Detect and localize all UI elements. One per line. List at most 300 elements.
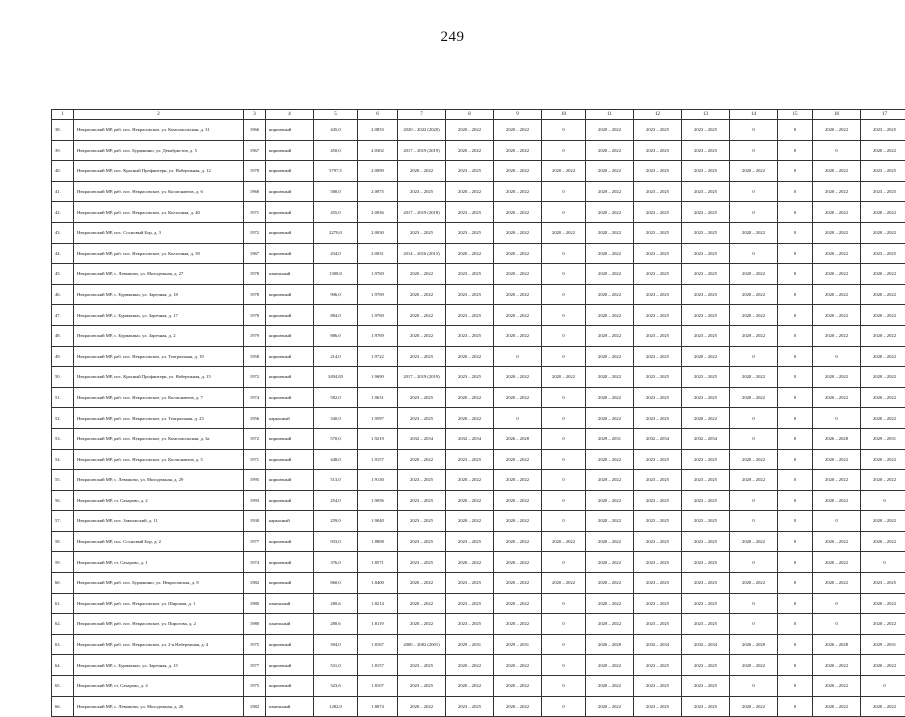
row-number: 64.	[52, 655, 74, 676]
period-cell-col-17: 2023 – 2025	[861, 181, 905, 202]
period-cell-col-7: 2023 – 2025	[398, 222, 446, 243]
year-cell: 1971	[244, 449, 266, 470]
period-cell-col-9: 2020 – 2022	[494, 490, 542, 511]
area-cell: 3494,83	[314, 367, 358, 388]
period-cell-col-7: 2023 – 2025	[398, 387, 446, 408]
period-cell-col-15: 0	[778, 634, 813, 655]
period-cell-col-17: 2029 – 2031	[861, 634, 905, 655]
period-cell-col-15: 0	[778, 325, 813, 346]
table-row	[52, 325, 905, 346]
period-cell-col-8: 2020 – 2022	[446, 387, 494, 408]
period-cell-col-10: 0	[542, 408, 586, 429]
wall-material-cell: кирпичный	[266, 305, 314, 326]
score-cell: 2.0036	[358, 202, 398, 223]
year-cell: 1975	[244, 676, 266, 697]
period-cell-col-12: 2023 – 2025	[634, 470, 682, 491]
period-cell-col-8: 2020 – 2022	[446, 490, 494, 511]
score-cell: 1.9597	[358, 408, 398, 429]
period-cell-col-15: 0	[778, 161, 813, 182]
period-cell-col-10: 0	[542, 593, 586, 614]
column-header-17: 17	[861, 110, 905, 120]
period-cell-col-12: 2023 – 2025	[634, 367, 682, 388]
year-cell: 1979	[244, 325, 266, 346]
period-cell-col-16: 2020 – 2022	[813, 696, 861, 717]
period-cell-col-12: 2023 – 2025	[634, 161, 682, 182]
period-cell-col-14: 2020 – 2022	[730, 284, 778, 305]
year-cell: 1978	[244, 161, 266, 182]
wall-material-cell: кирпичный	[266, 202, 314, 223]
period-cell-col-9: 2020 – 2022	[494, 593, 542, 614]
period-cell-col-8: 2029 – 2031	[446, 634, 494, 655]
area-cell: 448,0	[314, 449, 358, 470]
table-row	[52, 284, 905, 305]
row-number: 65.	[52, 676, 74, 697]
period-cell-col-11: 2029 – 2031	[586, 428, 634, 449]
column-header-2: 2	[74, 110, 244, 120]
period-cell-col-16: 2020 – 2022	[813, 284, 861, 305]
period-cell-col-7: 2017 – 2019 (2019)	[398, 140, 446, 161]
period-cell-col-7: 2020 – 2022	[398, 614, 446, 635]
period-cell-col-10: 0	[542, 264, 586, 285]
period-cell-col-15: 0	[778, 367, 813, 388]
period-cell-col-12: 2023 – 2025	[634, 696, 682, 717]
period-cell-col-17: 2023 – 2025	[861, 573, 905, 594]
period-cell-col-9: 2020 – 2022	[494, 202, 542, 223]
table-row	[52, 428, 905, 449]
year-cell: 1993	[244, 490, 266, 511]
period-cell-col-13: 2023 – 2025	[682, 387, 730, 408]
period-cell-col-12: 2023 – 2025	[634, 531, 682, 552]
period-cell-col-14: 2020 – 2022	[730, 264, 778, 285]
period-cell-col-11: 2020 – 2022	[586, 325, 634, 346]
wall-material-cell: кирпичный	[266, 284, 314, 305]
table-row	[52, 346, 905, 367]
period-cell-col-16: 2020 – 2022	[813, 552, 861, 573]
period-cell-col-10: 0	[542, 120, 586, 141]
year-cell: 1930	[244, 511, 266, 532]
period-cell-col-7: 2020 – 2022	[398, 161, 446, 182]
period-cell-col-16: 2020 – 2022	[813, 367, 861, 388]
period-cell-col-11: 2020 – 2022	[586, 470, 634, 491]
period-cell-col-10: 0	[542, 325, 586, 346]
score-cell: 1.9219	[358, 428, 398, 449]
wall-material-cell: кирпичный	[266, 531, 314, 552]
period-cell-col-16: 2020 – 2022	[813, 181, 861, 202]
year-cell: 1977	[244, 655, 266, 676]
year-cell: 1995	[244, 470, 266, 491]
period-cell-col-14: 0	[730, 181, 778, 202]
period-cell-col-9: 2020 – 2022	[494, 449, 542, 470]
address-cell: Некрасовский МР, раб. пос. Некрасовское, ул. Колхозная, д. 39	[74, 243, 244, 264]
period-cell-col-11: 2026 – 2028	[586, 634, 634, 655]
period-cell-col-9: 2020 – 2022	[494, 161, 542, 182]
period-cell-col-15: 0	[778, 696, 813, 717]
address-cell: Некрасовский МР, пос. Сосновый Бор, д. 3	[74, 222, 244, 243]
year-cell: 1982	[244, 696, 266, 717]
period-cell-col-14: 2020 – 2022	[730, 325, 778, 346]
period-cell-col-9: 2020 – 2022	[494, 676, 542, 697]
period-cell-col-10: 0	[542, 470, 586, 491]
address-cell: Некрасовский МР, раб. пос. Бурмакино, ул. Некрасовская, д. 8	[74, 573, 244, 594]
wall-material-cell: кирпичный	[266, 490, 314, 511]
wall-material-cell: каркасный	[266, 408, 314, 429]
column-header-8: 8	[446, 110, 494, 120]
period-cell-col-13: 2023 – 2025	[682, 181, 730, 202]
address-cell: Некрасовский МР, с. Левашово, ул. Молодежная, д. 27	[74, 264, 244, 285]
address-cell: Некрасовский МР, раб. пос. Некрасовское, ул. Театральная, д. 23	[74, 408, 244, 429]
wall-material-cell: панельный	[266, 593, 314, 614]
wall-material-cell: кирпичный	[266, 655, 314, 676]
period-cell-col-10: 0	[542, 346, 586, 367]
period-cell-col-16: 0	[813, 511, 861, 532]
period-cell-col-16: 2020 – 2022	[813, 449, 861, 470]
period-cell-col-17: 2020 – 2022	[861, 222, 905, 243]
wall-material-cell: кирпичный	[266, 367, 314, 388]
period-cell-col-17: 2020 – 2022	[861, 449, 905, 470]
period-cell-col-12: 2023 – 2025	[634, 676, 682, 697]
period-cell-col-15: 0	[778, 470, 813, 491]
row-number: 52.	[52, 408, 74, 429]
period-cell-col-7: 2023 – 2025	[398, 470, 446, 491]
row-number: 51.	[52, 387, 74, 408]
period-cell-col-12: 2032 – 2034	[634, 428, 682, 449]
period-cell-col-7: 2023 – 2025	[398, 181, 446, 202]
period-cell-col-17: 2020 – 2022	[861, 696, 905, 717]
score-cell: 2.0075	[358, 181, 398, 202]
period-cell-col-12: 2023 – 2025	[634, 305, 682, 326]
period-cell-col-15: 0	[778, 284, 813, 305]
table-row	[52, 634, 905, 655]
table-row	[52, 243, 905, 264]
row-number: 48.	[52, 325, 74, 346]
area-cell: 455,0	[314, 202, 358, 223]
period-cell-col-9: 2020 – 2022	[494, 284, 542, 305]
period-cell-col-17: 0	[861, 490, 905, 511]
wall-material-cell: каркасный	[266, 511, 314, 532]
period-cell-col-16: 2020 – 2022	[813, 120, 861, 141]
period-cell-col-15: 0	[778, 346, 813, 367]
score-cell: 1.8107	[358, 676, 398, 697]
period-cell-col-7: 2020 – 2022	[398, 284, 446, 305]
score-cell: 1.9769	[358, 305, 398, 326]
period-cell-col-16: 2020 – 2022	[813, 387, 861, 408]
period-cell-col-7: 2017 – 2019 (2018)	[398, 202, 446, 223]
period-cell-col-8: 2020 – 2022	[446, 655, 494, 676]
period-cell-col-10: 0	[542, 387, 586, 408]
period-cell-col-14: 2020 – 2022	[730, 531, 778, 552]
period-cell-col-11: 2020 – 2022	[586, 161, 634, 182]
period-cell-col-10: 0	[542, 449, 586, 470]
period-cell-col-17: 2020 – 2022	[861, 470, 905, 491]
period-cell-col-10: 0	[542, 243, 586, 264]
table-row	[52, 140, 905, 161]
period-cell-col-8: 2023 – 2025	[446, 614, 494, 635]
period-cell-col-16: 0	[813, 593, 861, 614]
row-number: 47.	[52, 305, 74, 326]
header-row	[52, 110, 905, 120]
period-cell-col-12: 2023 – 2025	[634, 202, 682, 223]
table-row	[52, 305, 905, 326]
area-cell: 323,6	[314, 676, 358, 697]
area-cell: 884,0	[314, 305, 358, 326]
column-header-16: 16	[813, 110, 861, 120]
period-cell-col-9: 2029 – 2031	[494, 634, 542, 655]
address-cell: Некрасовский МР, с. Левашово, ул. Молодежная, д. 29	[74, 470, 244, 491]
column-header-15: 15	[778, 110, 813, 120]
period-cell-col-7: 2014 – 2016 (2015)	[398, 243, 446, 264]
period-cell-col-14: 0	[730, 140, 778, 161]
wall-material-cell: кирпичный	[266, 181, 314, 202]
period-cell-col-15: 0	[778, 305, 813, 326]
table-row	[52, 181, 905, 202]
address-cell: Некрасовский МР, раб. пос. Некрасовское, ул. 2-я Набережная, д. 4	[74, 634, 244, 655]
period-cell-col-7: 2023 – 2025	[398, 552, 446, 573]
period-cell-col-9: 2020 – 2022	[494, 552, 542, 573]
period-cell-col-12: 2023 – 2025	[634, 614, 682, 635]
period-cell-col-17: 2020 – 2022	[861, 655, 905, 676]
period-cell-col-15: 0	[778, 222, 813, 243]
period-cell-col-13: 2023 – 2025	[682, 161, 730, 182]
area-cell: 582,0	[314, 387, 358, 408]
period-cell-col-16: 0	[813, 614, 861, 635]
score-cell: 1.9769	[358, 325, 398, 346]
period-cell-col-10: 2020 – 2022	[542, 531, 586, 552]
period-cell-col-13: 2023 – 2025	[682, 531, 730, 552]
period-cell-col-7: 2023 – 2025	[398, 655, 446, 676]
period-cell-col-17: 2023 – 2025	[861, 243, 905, 264]
row-number: 61.	[52, 593, 74, 614]
year-cell: 1956	[244, 408, 266, 429]
period-cell-col-8: 2020 – 2022	[446, 552, 494, 573]
period-cell-col-10: 0	[542, 490, 586, 511]
area-cell: 513,0	[314, 470, 358, 491]
period-cell-col-7: 2023 – 2025	[398, 531, 446, 552]
column-header-14: 14	[730, 110, 778, 120]
period-cell-col-10: 0	[542, 181, 586, 202]
period-cell-col-15: 0	[778, 490, 813, 511]
period-cell-col-16: 2020 – 2022	[813, 305, 861, 326]
address-cell: Некрасовский МР, с. Бурмакино, ул. Заречная, д. 15	[74, 655, 244, 676]
period-cell-col-15: 0	[778, 655, 813, 676]
period-cell-col-16: 2020 – 2022	[813, 264, 861, 285]
area-cell: 531,0	[314, 655, 358, 676]
period-cell-col-13: 2020 – 2022	[682, 408, 730, 429]
period-cell-col-11: 2020 – 2022	[586, 655, 634, 676]
period-cell-col-7: 2017 – 2019 (2019)	[398, 367, 446, 388]
row-number: 44.	[52, 243, 74, 264]
period-cell-col-8: 2023 – 2025	[446, 531, 494, 552]
table-row	[52, 408, 905, 429]
period-cell-col-14: 0	[730, 346, 778, 367]
period-cell-col-16: 0	[813, 408, 861, 429]
table-row	[52, 696, 905, 717]
period-cell-col-11: 2020 – 2022	[586, 676, 634, 697]
row-number: 54.	[52, 449, 74, 470]
period-cell-col-8: 2023 – 2025	[446, 161, 494, 182]
period-cell-col-8: 2020 – 2022	[446, 346, 494, 367]
area-cell: 259,0	[314, 511, 358, 532]
row-number: 57.	[52, 511, 74, 532]
period-cell-col-14: 0	[730, 593, 778, 614]
wall-material-cell: кирпичный	[266, 449, 314, 470]
score-cell: 1.8571	[358, 552, 398, 573]
year-cell: 1972	[244, 222, 266, 243]
period-cell-col-15: 0	[778, 408, 813, 429]
period-cell-col-12: 2023 – 2025	[634, 655, 682, 676]
area-cell: 933,0	[314, 531, 358, 552]
register-table-wrapper	[51, 109, 854, 717]
period-cell-col-11: 2020 – 2022	[586, 202, 634, 223]
period-cell-col-9: 2020 – 2022	[494, 222, 542, 243]
period-cell-col-9: 0	[494, 346, 542, 367]
year-cell: 1967	[244, 140, 266, 161]
period-cell-col-11: 2020 – 2022	[586, 346, 634, 367]
period-cell-col-13: 2023 – 2025	[682, 573, 730, 594]
period-cell-col-11: 2020 – 2022	[586, 264, 634, 285]
period-cell-col-7: 2023 – 2025	[398, 490, 446, 511]
period-cell-col-7: 2000 – 2002 (2001)	[398, 634, 446, 655]
period-cell-col-10: 0	[542, 696, 586, 717]
period-cell-col-17: 2020 – 2022	[861, 284, 905, 305]
year-cell: 1966	[244, 120, 266, 141]
area-cell: 280,6	[314, 593, 358, 614]
period-cell-col-11: 2020 – 2022	[586, 490, 634, 511]
row-number: 56.	[52, 490, 74, 511]
period-cell-col-17: 2029 – 2031	[861, 428, 905, 449]
period-cell-col-17: 2020 – 2022	[861, 346, 905, 367]
period-cell-col-8: 2023 – 2025	[446, 593, 494, 614]
area-cell: 570,0	[314, 428, 358, 449]
score-cell: 1.8400	[358, 573, 398, 594]
score-cell: 1.8157	[358, 655, 398, 676]
address-cell: Некрасовский МР, раб. пос. Некрасовское, ул. Космонавтов, д. 7	[74, 387, 244, 408]
wall-material-cell: кирпичный	[266, 346, 314, 367]
year-cell: 1979	[244, 305, 266, 326]
address-cell: Некрасовский МР, пос. Заволжский, д. 11	[74, 511, 244, 532]
period-cell-col-9: 0	[494, 408, 542, 429]
period-cell-col-17: 2020 – 2022	[861, 305, 905, 326]
table-header	[52, 110, 905, 120]
period-cell-col-10: 2020 – 2022	[542, 367, 586, 388]
period-cell-col-12: 2023 – 2025	[634, 325, 682, 346]
row-number: 46.	[52, 284, 74, 305]
period-cell-col-12: 2023 – 2025	[634, 449, 682, 470]
address-cell: Некрасовский МР, раб. пос. Некрасовское, ул. Широкая, д. 1	[74, 593, 244, 614]
period-cell-col-8: 2023 – 2025	[446, 367, 494, 388]
row-number: 58.	[52, 531, 74, 552]
address-cell: Некрасовский МР, раб. пос. Некрасовское, ул. Театральная, д. 19	[74, 346, 244, 367]
score-cell: 2.0030	[358, 222, 398, 243]
wall-material-cell: кирпичный	[266, 387, 314, 408]
period-cell-col-15: 0	[778, 387, 813, 408]
period-cell-col-15: 0	[778, 243, 813, 264]
period-cell-col-14: 0	[730, 120, 778, 141]
period-cell-col-16: 2020 – 2022	[813, 531, 861, 552]
period-cell-col-13: 2023 – 2025	[682, 264, 730, 285]
wall-material-cell: панельный	[266, 696, 314, 717]
period-cell-col-13: 2023 – 2025	[682, 284, 730, 305]
table-row	[52, 614, 905, 635]
period-cell-col-7: 2020 – 2022	[398, 325, 446, 346]
column-header-9: 9	[494, 110, 542, 120]
period-cell-col-17: 2020 – 2022	[861, 408, 905, 429]
period-cell-col-10: 0	[542, 634, 586, 655]
score-cell: 2.0090	[358, 161, 398, 182]
table-row	[52, 470, 905, 491]
area-cell: 445,0	[314, 120, 358, 141]
period-cell-col-14: 0	[730, 428, 778, 449]
period-cell-col-7: 2023 – 2025	[398, 346, 446, 367]
year-cell: 1978	[244, 284, 266, 305]
score-cell: 1.8074	[358, 696, 398, 717]
row-number: 62.	[52, 614, 74, 635]
row-number: 42.	[52, 202, 74, 223]
period-cell-col-8: 2020 – 2022	[446, 470, 494, 491]
period-cell-col-10: 0	[542, 511, 586, 532]
period-cell-col-14: 2020 – 2022	[730, 696, 778, 717]
column-header-7: 7	[398, 110, 446, 120]
period-cell-col-13: 2023 – 2025	[682, 367, 730, 388]
period-cell-col-13: 2023 – 2025	[682, 470, 730, 491]
period-cell-col-17: 2020 – 2022	[861, 531, 905, 552]
score-cell: 1.9056	[358, 490, 398, 511]
score-cell: 1.9769	[358, 284, 398, 305]
year-cell: 1977	[244, 531, 266, 552]
period-cell-col-15: 0	[778, 264, 813, 285]
period-cell-col-11: 2020 – 2022	[586, 511, 634, 532]
period-cell-col-14: 0	[730, 676, 778, 697]
period-cell-col-10: 2020 – 2022	[542, 222, 586, 243]
area-cell: 450,0	[314, 140, 358, 161]
address-cell: Некрасовский МР, с. Бурмакино, ул. Заречная, д. 2	[74, 325, 244, 346]
period-cell-col-13: 2032 – 2034	[682, 428, 730, 449]
period-cell-col-11: 2020 – 2022	[586, 593, 634, 614]
area-cell: 280,6	[314, 614, 358, 635]
address-cell: Некрасовский МР, раб. пос. Бурмакино, ул. Декабристов, д. 5	[74, 140, 244, 161]
period-cell-col-12: 2032 – 2034	[634, 634, 682, 655]
period-cell-col-14: 2020 – 2022	[730, 305, 778, 326]
period-cell-col-8: 2023 – 2025	[446, 449, 494, 470]
area-cell: 434,0	[314, 243, 358, 264]
period-cell-col-13: 2023 – 2025	[682, 676, 730, 697]
year-cell: 1975	[244, 634, 266, 655]
period-cell-col-10: 0	[542, 655, 586, 676]
wall-material-cell: кирпичный	[266, 243, 314, 264]
period-cell-col-8: 2020 – 2022	[446, 243, 494, 264]
area-cell: 1308,0	[314, 264, 358, 285]
period-cell-col-10: 0	[542, 202, 586, 223]
period-cell-col-15: 0	[778, 140, 813, 161]
period-cell-col-8: 2023 – 2025	[446, 264, 494, 285]
period-cell-col-13: 2023 – 2025	[682, 449, 730, 470]
period-cell-col-16: 2020 – 2022	[813, 222, 861, 243]
period-cell-col-11: 2020 – 2022	[586, 573, 634, 594]
period-cell-col-16: 0	[813, 346, 861, 367]
period-cell-col-8: 2020 – 2022	[446, 511, 494, 532]
address-cell: Некрасовский МР, пос. Красный Профинтерн, ул. Набережная, д. 15	[74, 367, 244, 388]
year-cell: 1971	[244, 202, 266, 223]
period-cell-col-17: 2023 – 2025	[861, 120, 905, 141]
period-cell-col-9: 2020 – 2022	[494, 305, 542, 326]
period-cell-col-14: 2020 – 2022	[730, 387, 778, 408]
register-table	[51, 109, 905, 717]
period-cell-col-16: 2020 – 2022	[813, 490, 861, 511]
wall-material-cell: кирпичный	[266, 161, 314, 182]
row-number: 39.	[52, 140, 74, 161]
period-cell-col-9: 2020 – 2022	[494, 614, 542, 635]
period-cell-col-8: 2020 – 2022	[446, 408, 494, 429]
score-cell: 1.9722	[358, 346, 398, 367]
